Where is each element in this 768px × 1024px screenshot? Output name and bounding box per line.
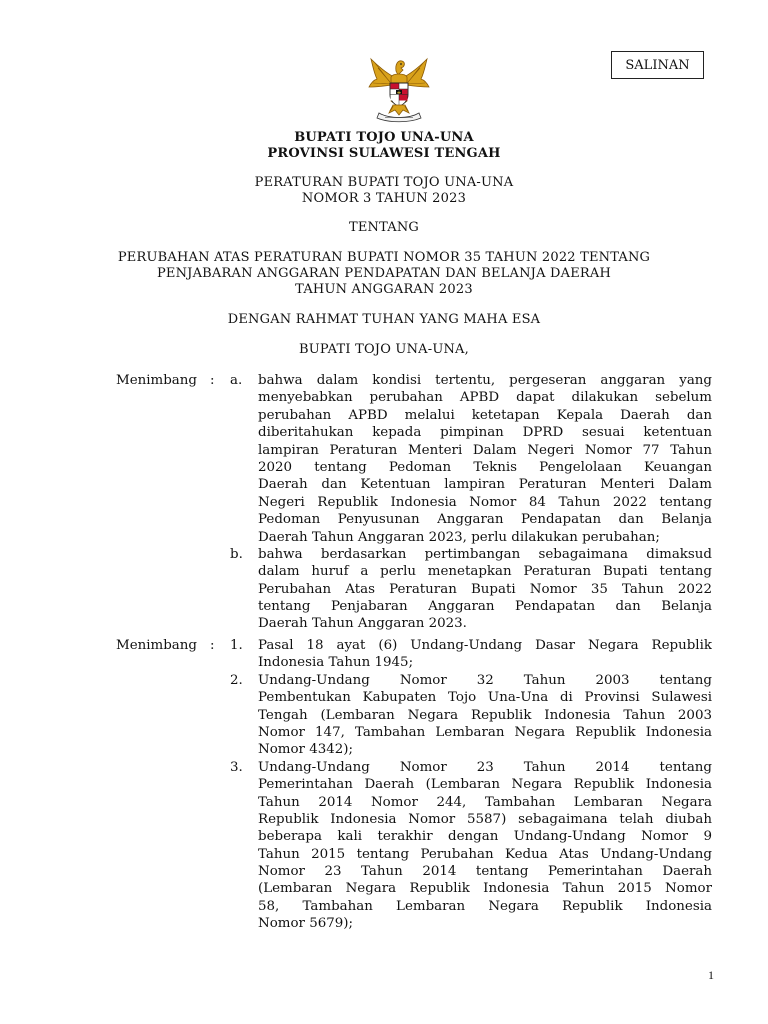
page-number: 1	[708, 968, 714, 982]
item-marker: a.	[230, 373, 243, 388]
clause-line: perubahan APBD melalui ketetapan Kepala Daerah dan	[258, 407, 712, 423]
clause-line: Tahun 2015 tentang Perubahan Kedua Atas Undang-Undang	[258, 846, 712, 862]
clause-line: dalam huruf a perlu menetapkan Peraturan Bupati tentang	[258, 564, 712, 580]
clause-line: tentang Penjabaran Anggaran Pendapatan dan Belanja	[258, 599, 712, 615]
clause-line: (Lembaran Negara Republik Indonesia Tahun 2015 Nomor	[258, 881, 712, 897]
clause-line: bahwa dalam kondisi tertentu, pergeseran anggaran yang	[258, 373, 712, 388]
item-marker: 3.	[230, 759, 243, 775]
clause-line: 2020 tentang Pedoman Teknis Pengelolaan Keuangan	[258, 459, 712, 475]
item-marker: 1.	[230, 638, 243, 653]
salinan-box: SALINAN	[611, 51, 704, 79]
clause-line: Pemerintahan Daerah (Lembaran Negara Republik Indonesia	[258, 777, 712, 793]
considerations-section	[0, 372, 768, 633]
clause-line: Tahun 2014 Nomor 244, Tambahan Lembaran Negara	[258, 794, 712, 810]
subject-line: PENJABARAN ANGGARAN PENDAPATAN DAN BELANJA DAERAH	[156, 266, 612, 281]
tentang-heading: TENTANG	[348, 220, 420, 235]
item-marker: 2.	[230, 672, 243, 688]
clause-line: Undang-Undang Nomor 32 Tahun 2003 tentang	[258, 672, 712, 688]
clause-line: Pembentukan Kabupaten Tojo Una-Una di Provinsi Sulawesi	[258, 690, 712, 706]
clause-line: Pedoman Penyusunan Anggaran Pendapatan dan Belanja	[258, 512, 712, 528]
clause-line: bahwa berdasarkan pertimbangan sebagaimana dimaksud	[258, 546, 712, 562]
section-colon: :	[210, 638, 215, 653]
clause-line: Indonesia Tahun 1945;	[258, 655, 414, 671]
clause-line: Undang-Undang Nomor 23 Tahun 2014 tentang	[258, 759, 712, 775]
subject-line: TAHUN ANGGARAN 2023	[295, 282, 473, 297]
section-label: Menimbang	[116, 638, 197, 653]
regulation-title: PERATURAN BUPATI TOJO UNA-UNA	[254, 175, 514, 190]
clause-line: beberapa kali terakhir dengan Undang-Undang Nomor 9	[258, 829, 712, 845]
clause-line: lampiran Peraturan Menteri Dalam Negeri Nomor 77 Tahun	[258, 442, 712, 458]
clause-line: diberitahukan kepada pimpinan DPRD sesuai ketentuan	[258, 425, 712, 441]
clause-line: Nomor 5679);	[258, 916, 354, 932]
clause-line: Nomor 23 Tahun 2014 tentang Pemerintahan Daerah	[258, 864, 712, 880]
section-colon: :	[210, 373, 215, 388]
clause-line: Daerah dan Ketentuan lampiran Peraturan Menteri Dalam	[258, 477, 712, 493]
clause-line: Nomor 147, Tambahan Lembaran Negara Republik Indonesia	[258, 724, 712, 740]
clause-line: Pasal 18 ayat (6) Undang-Undang Dasar Negara Republik	[258, 638, 712, 653]
province-heading: PROVINSI SULAWESI TENGAH	[267, 146, 501, 161]
item-marker: b.	[230, 546, 243, 562]
subject-line: PERUBAHAN ATAS PERATURAN BUPATI NOMOR 35 TAHUN 2022 TENTANG	[117, 250, 651, 265]
garuda-emblem-icon	[365, 53, 433, 123]
clause-line: Daerah Tahun Anggaran 2023, perlu dilakukan perubahan;	[258, 529, 660, 545]
clause-line: Republik Indonesia Nomor 5587) sebagaimana telah diubah	[258, 811, 712, 827]
clause-line: Perubahan Atas Peraturan Bupati Nomor 35 Tahun 2022	[258, 581, 712, 597]
section-label: Menimbang	[116, 373, 197, 388]
issuer-heading: BUPATI TOJO UNA-UNA	[294, 130, 474, 145]
blessing-line: DENGAN RAHMAT TUHAN YANG MAHA ESA	[227, 312, 541, 327]
clause-line: Negeri Republik Indonesia Nomor 84 Tahun 2022 tentang	[258, 494, 712, 510]
clause-line: Tengah (Lembaran Negara Republik Indonesia Tahun 2003	[258, 707, 712, 723]
regulation-number: NOMOR 3 TAHUN 2023	[301, 191, 467, 206]
clause-line: Daerah Tahun Anggaran 2023.	[258, 616, 467, 632]
clause-line: Nomor 4342);	[258, 742, 354, 758]
legal-basis-section	[0, 637, 768, 933]
issuer-salutation: BUPATI TOJO UNA-UNA,	[299, 342, 469, 357]
clause-line: 58, Tambahan Lembaran Negara Republik Indonesia	[258, 898, 712, 914]
clause-line: menyebabkan perubahan APBD dapat dilakukan sebelum	[258, 390, 712, 406]
